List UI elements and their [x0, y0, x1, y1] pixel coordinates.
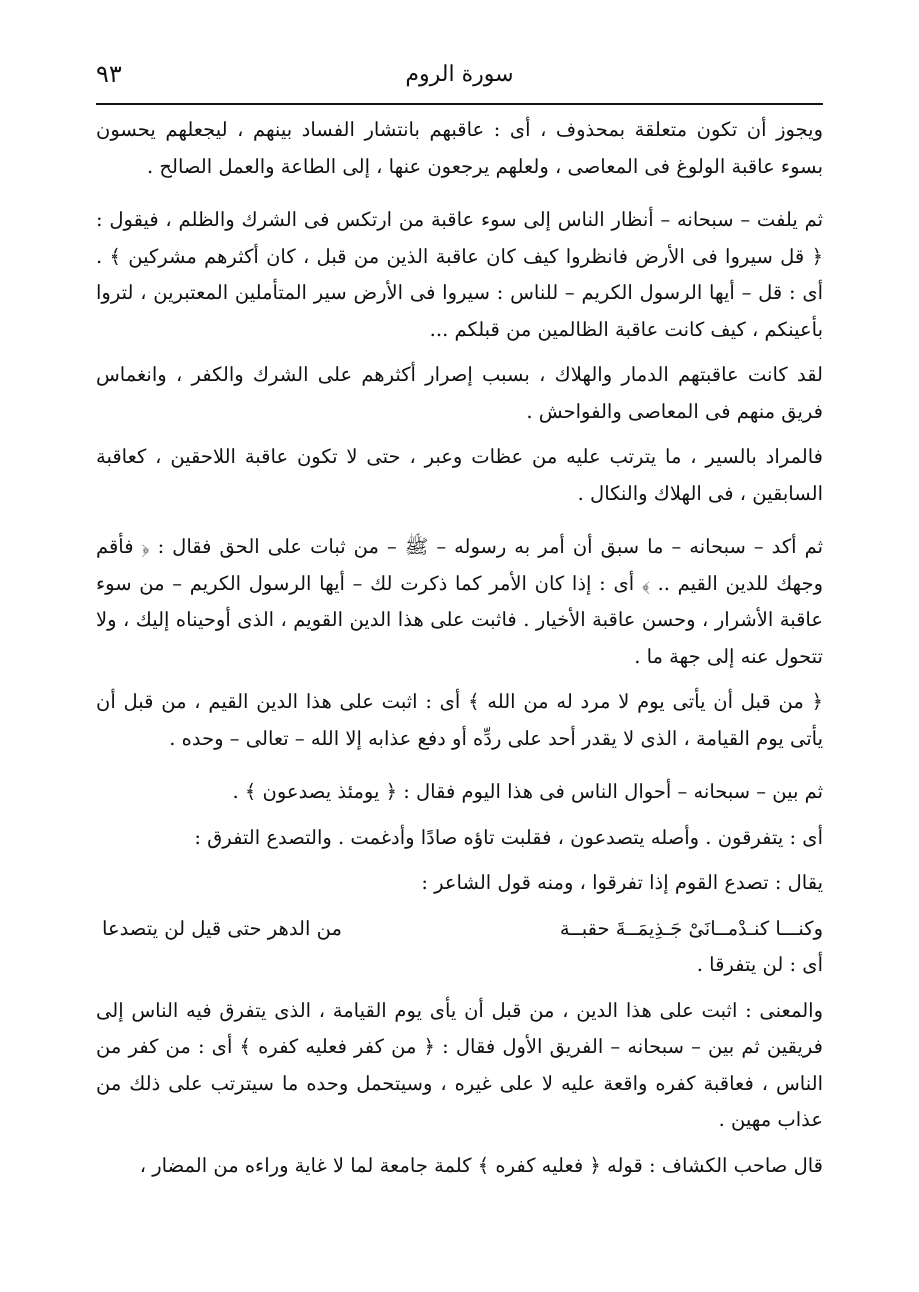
- paragraph: ويجوز أن تكون متعلقة بمحذوف ، أى : عاقبهم بانتشار الفساد بينهم ، ليجعلهم يحسون بسوء عاقبة الولوغ فى المعاصى ، ولعلهم يرجعون عنها ، إلى الطاعة والعمل الصالح .: [96, 118, 823, 178]
- surah-title: سورة الروم: [405, 62, 514, 87]
- verse-first-hemistich: وكنـــا كنـدْمــانَىْ جَـذِيمَــةَ حقبــة: [559, 916, 823, 940]
- paragraph: والمعنى : اثبت على هذا الدين ، من قبل أن يأى يوم القيامة ، الذى يتفرق فيه الناس إلى فريقين ثم بين – سبحانه – الفريق الأول فقال : ﴿ من كفر فعليه كفره ﴾ أى : من كفر من الناس ، فعاقبة كفره واقعة عليه لا على غيره ، وسيتحمل وحده ما سيترتب على ذلك من عذاب مهين .: [96, 998, 823, 1131]
- page-number: ٩٣: [96, 60, 122, 88]
- poetry-verse: [96, 911, 823, 948]
- paragraph: فالمراد بالسير ، ما يترتب عليه من عظات وعبر ، حتى لا تكون عاقبة اللاحقين ، كعاقبة السابقين ، فى الهلاك والنكال .: [96, 445, 823, 505]
- paragraph: ثم يلفت – سبحانه – أنظار الناس إلى سوء عاقبة من ارتكس فى الشرك والظلم ، فيقول : ﴿ قل سيروا فى الأرض فانظروا كيف كان عاقبة الذين من قبل ، كان أكثرهم مشركين ﴾ . أى : قل – أيها الرسول الكريم – للناس : سيروا فى الأرض سير المتأملين المعتبرين ، لتروا بأعينكم ، كيف كانت عاقبة الظالمين من قبلكم ...: [96, 208, 823, 341]
- header-rule: [96, 103, 823, 105]
- paragraph: ثم أكد – سبحانه – ما سبق أن أمر به رسوله – ﷺ – من ثبات على الحق فقال : ﴿ فأقم وجهك للدين القيم .. ﴾ أى : إذا كان الأمر كما ذكرت لك – أيها الرسول الكريم – من سوء عاقبة الأشرار ، وحسن عاقبة الأخيار . فاثبت على هذا الدين القويم ، الذى أوحيناه إليك ، ولا تتحول عنه إلى جهة ما .: [96, 535, 823, 668]
- verse-second-hemistich: من الدهر حتى قيل لن يتصدعا: [102, 916, 342, 940]
- paragraph: أى : يتفرقون . وأصله يتصدعون ، فقلبت تاؤه صادًا وأدغمت . والتصدع التفرق :: [194, 825, 823, 849]
- paragraph: ثم بين – سبحانه – أحوال الناس فى هذا اليوم فقال : ﴿ يومئذ يصدعون ﴾ .: [232, 780, 823, 803]
- paragraph: يقال : تصدع القوم إذا تفرقوا ، ومنه قول الشاعر :: [421, 871, 823, 894]
- paragraph: أى : لن يتفرقا .: [696, 953, 823, 976]
- paragraph: ﴿ من قبل أن يأتى يوم لا مرد له من الله ﴾ أى : اثبت على هذا الدين القيم ، من قبل أن يأتى يوم القيامة ، الذى لا يقدر أحد على ردِّه أو دفع عذابه إلا الله – تعالى – وحده .: [96, 690, 823, 750]
- page-header: [96, 60, 823, 100]
- paragraph: قال صاحب الكشاف : قوله ﴿ فعليه كفره ﴾ كلمة جامعة لما لا غاية وراءه من المضار ،: [139, 1153, 823, 1177]
- paragraph: لقد كانت عاقبتهم الدمار والهلاك ، بسبب إصرار أكثرهم على الشرك والكفر ، وانغماس فريق منهم فى المعاصى والفواحش .: [96, 363, 823, 423]
- page-body: [96, 112, 823, 1193]
